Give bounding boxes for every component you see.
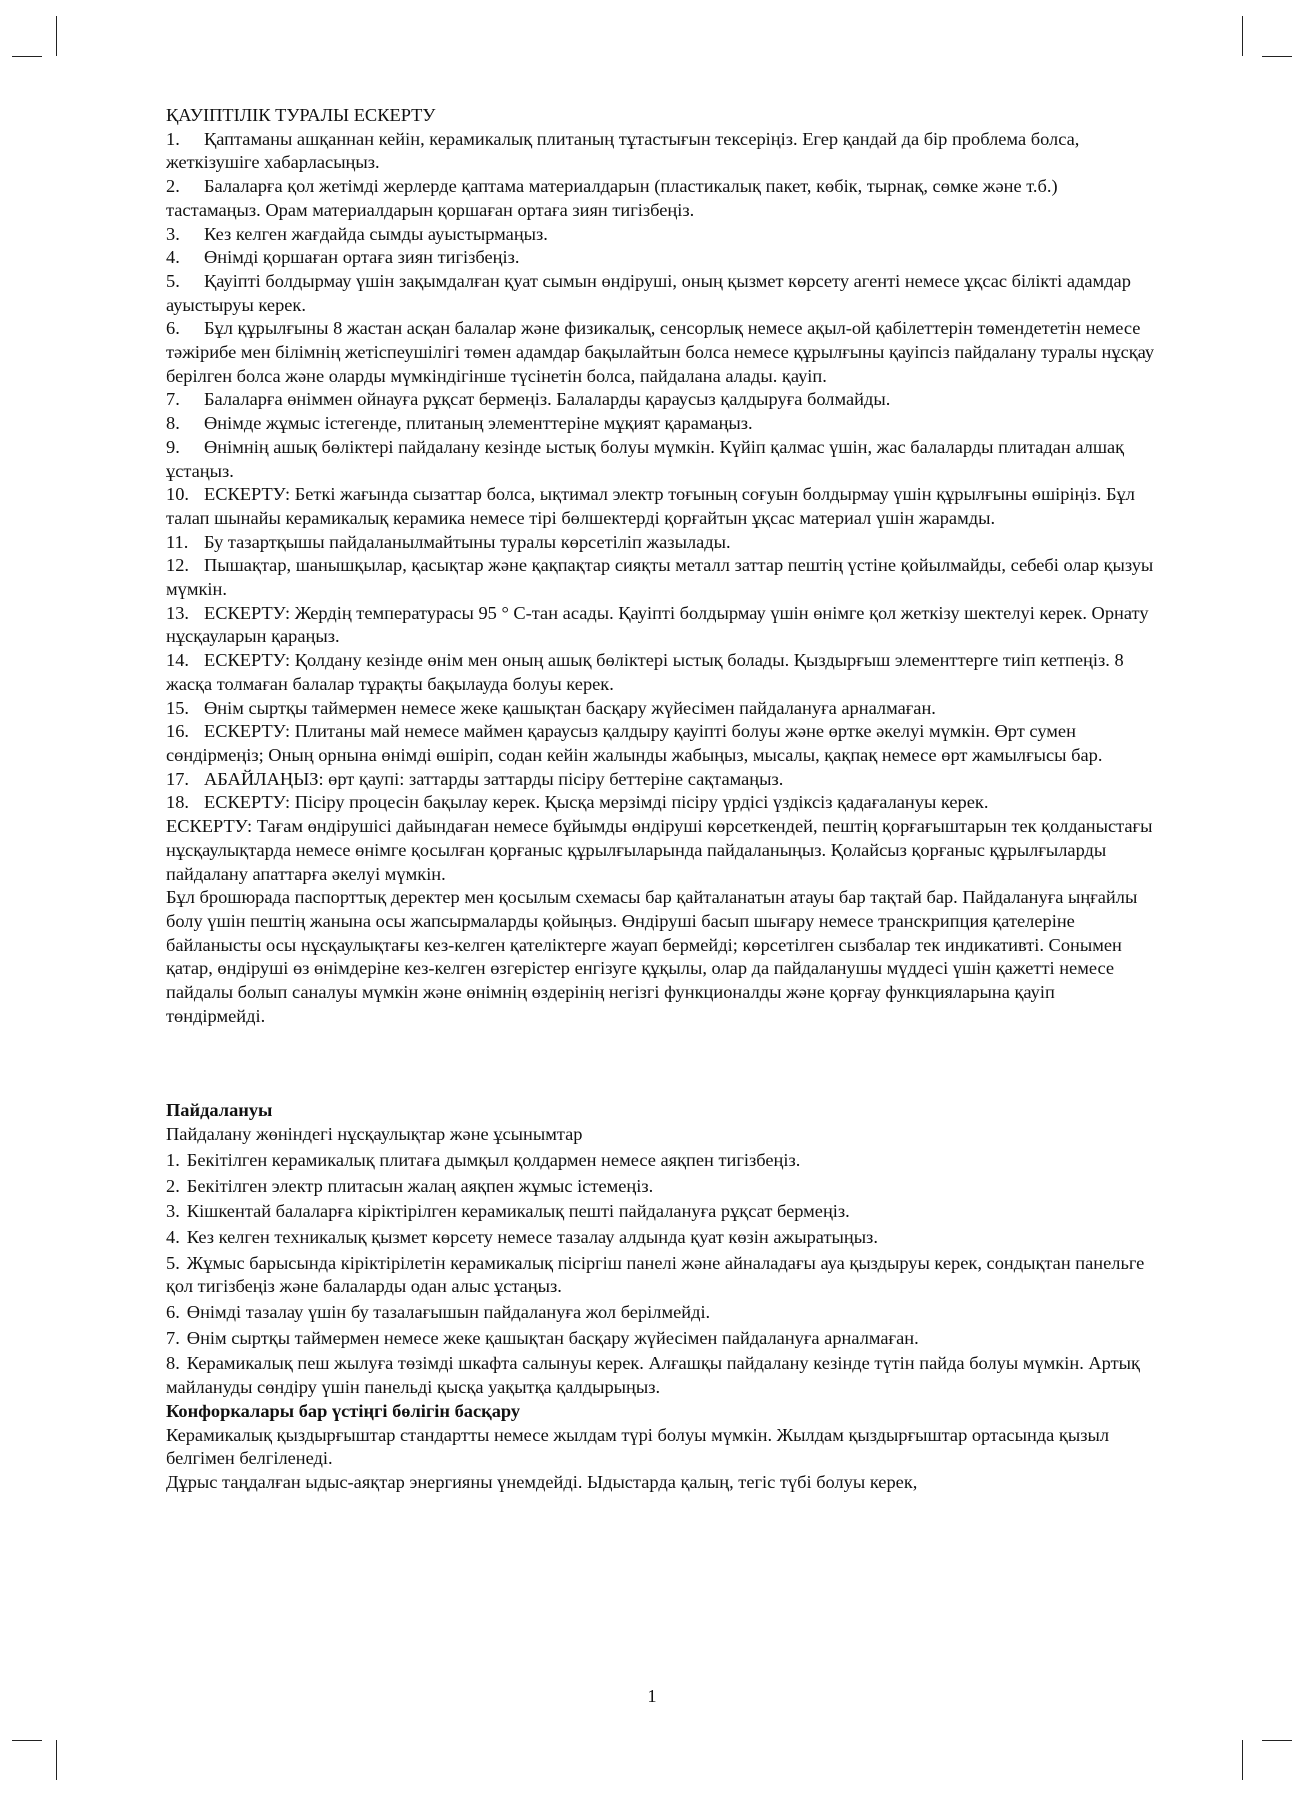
item-text: Кез келген жағдайда сымды ауыстырмаңыз. xyxy=(204,223,548,244)
item-number: 2. xyxy=(166,1175,180,1196)
item-text: Бекітілген электр плитасын жалаң аяқпен жұмыс істемеңіз. xyxy=(186,1175,654,1196)
item-number: 16. xyxy=(166,721,189,742)
crop-mark xyxy=(1262,56,1292,57)
item-number: 8. xyxy=(166,1353,180,1374)
item-number: 7. xyxy=(166,389,180,410)
item-text: Пышақтар, шанышқылар, қасықтар және қақпақтар сияқты металл заттар пештің үстіне қойылмайды, себебі олар қызуы мүмкін. xyxy=(166,555,1154,600)
item-number: 2. xyxy=(166,176,180,197)
crop-mark xyxy=(1242,1740,1243,1780)
warning-item xyxy=(166,697,1156,721)
warning-item xyxy=(166,412,1156,436)
usage-list xyxy=(166,1149,1156,1400)
warning-item xyxy=(166,223,1156,247)
item-text: Өнім сыртқы таймермен немесе жеке қашықтан басқару жүйесімен пайдалануға арналмаған. xyxy=(186,1327,919,1348)
item-text: Балаларға өніммен ойнауға рұқсат бермеңіз. Балаларды қараусыз қалдыруға болмайды. xyxy=(204,389,891,410)
warning-item xyxy=(166,768,1156,792)
item-number: 8. xyxy=(166,413,180,434)
usage-item xyxy=(166,1226,1156,1250)
item-text: Қаптаманы ашқаннан кейін, керамикалық плитаның тұтастығын тексеріңіз. Егер қандай да бір проблема болса, жеткізушіге хабарласыңыз. xyxy=(166,128,1080,173)
spacer xyxy=(166,1028,1156,1099)
warning-item xyxy=(166,554,1156,601)
brochure-paragraph: Бұл брошюрада паспорттық деректер мен қосылым схемасы бар қайталанатын атауы бар тақтай бар. Пайдалануға ыңғайлы болу үшін пештің жанына осы жапсырмаларды қойыңыз. Өндіруші басып шығару немесе транскрипция қателеріне байланысты осы нұсқаулықтағы кез-келген қателіктерге жауап бермейді; көрсетілген сызбалар тек индикативті. Сонымен қатар, өндіруші өз өнімдеріне кез-келген өзгерістер енгізуге құқылы, олар да пайдаланушы мүддесі үшін қажетті немесе пайдалы болып саналуы мүмкін және өнімнің өздерінің негізгі функционалды және қорғау функцияларына қауіп төндірмейді. xyxy=(166,887,1138,1026)
crop-mark xyxy=(1262,1740,1292,1741)
item-number: 6. xyxy=(166,318,180,339)
warning-item xyxy=(166,720,1156,767)
warning-title: ҚАУІПТІЛІК ТУРАЛЫ ЕСКЕРТУ xyxy=(166,105,436,125)
usage-item xyxy=(166,1175,1156,1199)
item-number: 15. xyxy=(166,697,189,718)
item-text: Өнімде жұмыс істегенде, плитаның элементтеріне мұқият қарамаңыз. xyxy=(204,413,753,434)
warning-item xyxy=(166,649,1156,696)
warning-item xyxy=(166,483,1156,530)
item-text: Өнім сыртқы таймермен немесе жеке қашықтан басқару жүйесімен пайдалануға арналмаған. xyxy=(204,697,936,718)
usage-item xyxy=(166,1327,1156,1351)
item-text: ЕСКЕРТУ: Қолдану кезінде өнім мен оның ашық бөліктері ыстық болады. Қыздырғыш элементтерге тиіп кетпеңіз. 8 жасқа толмаған балалар тұрақты бақылауда болуы керек. xyxy=(166,650,1124,694)
warning-item xyxy=(166,128,1156,175)
item-number: 3. xyxy=(166,1201,180,1222)
crop-mark xyxy=(12,56,42,57)
crop-mark xyxy=(56,16,57,56)
item-number: 5. xyxy=(166,1252,180,1273)
usage-subtitle: Пайдалану жөніндегі нұсқаулықтар және ұсынымтар xyxy=(166,1124,583,1145)
warning-item xyxy=(166,602,1156,649)
item-text: Кішкентай балаларға кіріктірілген керамикалық пешті пайдалануға рұқсат бермеңіз. xyxy=(186,1201,850,1222)
warning-item xyxy=(166,270,1156,317)
item-text: Бу тазартқышы пайдаланылмайтыны туралы көрсетіліп жазылады. xyxy=(204,531,731,552)
usage-item xyxy=(166,1301,1156,1325)
item-text: Өнімді қоршаған ортаға зиян тигізбеңіз. xyxy=(204,247,520,268)
item-number: 11. xyxy=(166,531,189,552)
item-text: АБАЙЛАҢЫЗ: өрт қаупі: заттарды заттарды пісіру беттеріне сақтамаңыз. xyxy=(204,768,784,789)
item-number: 9. xyxy=(166,436,180,457)
usage-item xyxy=(166,1352,1156,1399)
note-paragraph: ЕСКЕРТУ: Тағам өндірушісі дайындаған немесе бұйымды өндіруші көрсеткендей, пештің қорғағыштарын тек қолданыстағы нұсқаулықтарда немесе өнімге қосылған қорғаныс құрылғыларында пайдаланыңыз. Қолайсыз қорғаныс құрылғыларды пайдалану апаттарға әкелуі мүмкін. xyxy=(166,816,1153,884)
item-number: 12. xyxy=(166,555,189,576)
warning-item xyxy=(166,246,1156,270)
item-text: Балаларға қол жетімді жерлерде қаптама материалдарын (пластикалық пакет, көбік, тырнақ, сөмке және т.б.) тастамаңыз. Орам материалдарын қоршаған ортаға зиян тигізбеңіз. xyxy=(166,176,1058,220)
item-number: 1. xyxy=(166,128,180,149)
item-number: 17. xyxy=(166,768,189,789)
item-number: 13. xyxy=(166,602,189,623)
page-number: 1 xyxy=(647,1686,657,1706)
item-number: 14. xyxy=(166,650,189,671)
item-number: 4. xyxy=(166,247,180,268)
usage-item xyxy=(166,1200,1156,1224)
item-text: Бекітілген керамикалық плитаға дымқыл қолдармен немесе аяқпен тигізбеңіз. xyxy=(186,1149,801,1170)
warning-item xyxy=(166,436,1156,483)
crop-mark xyxy=(12,1740,42,1741)
item-text: Өнімді тазалау үшін бу тазалағышын пайдалануға жол берілмейді. xyxy=(186,1302,711,1323)
usage-item xyxy=(166,1149,1156,1173)
item-number: 1. xyxy=(166,1149,180,1170)
item-number: 3. xyxy=(166,223,180,244)
burner-paragraph-1: Керамикалық қыздырғыштар стандартты немесе жылдам түрі болуы мүмкін. Жылдам қыздырғыштар ортасында қызыл белгімен белгіленеді. xyxy=(166,1424,1109,1469)
item-text: ЕСКЕРТУ: Беткі жағында сызаттар болса, ықтимал электр тоғының соғуын болдырмау үшін құрылғыны өшіріңіз. Бұл талап шынайы керамикалық керамика немесе тірі бөлшектерді қорғайтын ұқсас материал үшін жарамды. xyxy=(166,484,1135,528)
item-text: ЕСКЕРТУ: Пісіру процесін бақылау керек. Қысқа мерзімді пісіру үрдісі үздіксіз қадағалануы керек. xyxy=(204,792,989,813)
warning-item xyxy=(166,388,1156,412)
item-number: 5. xyxy=(166,270,180,291)
item-text: Қауіпті болдырмау үшін зақымдалған қуат сымын өндіруші, оның қызмет көрсету агенті немесе ұқсас білікті адамдар ауыстыруы керек. xyxy=(166,270,1131,315)
item-text: Өнімнің ашық бөліктері пайдалану кезінде ыстық болуы мүмкін. Күйіп қалмас үшін, жас балаларды плитадан алшақ ұстаңыз. xyxy=(166,436,1125,481)
item-text: Керамикалық пеш жылуға төзімді шкафта салынуы керек. Алғашқы пайдалану кезінде түтін пайда болуы мүмкін. Артық майлануды сөндіру үшін панельді қысқа уақытқа қалдырыңыз. xyxy=(166,1353,1140,1398)
item-text: ЕСКЕРТУ: Плитаны май немесе маймен қараусыз қалдыру қауіпті болуы және өртке әкелуі мүмкін. Өрт сумен сөндірмеңіз; Оның орнына өнімді өшіріп, содан кейін жалынды жабыңыз, мысалы, қақпақ немесе өрт жамылғысы бар. xyxy=(166,721,1103,765)
item-number: 4. xyxy=(166,1226,180,1247)
warning-item xyxy=(166,175,1156,222)
item-text: Бұл құрылғыны 8 жастан асқан балалар және физикалық, сенсорлық немесе ақыл-ой қабілеттерін төмендететін немесе тәжірибе мен білімнің жетіспеушілігі төмен адамдар бақылайтын болса немесе құрылғыны қауіпсіз пайдалану туралы нұсқау берілген болса және оларды мүмкіндігінше түсінетін болса, пайдалана алады. қауіп. xyxy=(166,318,1155,386)
usage-heading: Пайдалануы xyxy=(166,1100,273,1121)
crop-mark xyxy=(56,1740,57,1780)
warning-item xyxy=(166,531,1156,555)
usage-item xyxy=(166,1252,1156,1299)
item-number: 6. xyxy=(166,1302,180,1323)
item-text: Жұмыс барысында кіріктірілетін керамикалық пісіргіш панелі және айналадағы ауа қыздыруы керек, сондықтан панельге қол тигізбеңіз және балаларды одан алыс ұстаңыз. xyxy=(166,1252,1145,1297)
warnings-list xyxy=(166,128,1156,815)
warning-item xyxy=(166,317,1156,388)
document-page xyxy=(166,104,1156,1495)
crop-mark xyxy=(1242,16,1243,56)
item-number: 18. xyxy=(166,792,189,813)
item-number: 10. xyxy=(166,484,189,505)
burner-paragraph-2: Дұрыс таңдалған ыдыс-аяқтар энергияны үнемдейді. Ыдыстарда қалың, тегіс түбі болуы керек, xyxy=(166,1471,918,1492)
item-text: ЕСКЕРТУ: Жердің температурасы 95 ° C-тан асады. Қауіпті болдырмау үшін өнімге қол жеткізу шектелуі керек. Орнату нұсқауларын қараңыз. xyxy=(166,602,1149,647)
item-text: Кез келген техникалық қызмет көрсету немесе тазалау алдында қуат көзін ажыратыңыз. xyxy=(186,1226,878,1247)
warning-item xyxy=(166,791,1156,815)
burner-heading: Конфоркалары бар үстіңгі бөлігін басқару xyxy=(166,1400,521,1421)
item-number: 7. xyxy=(166,1327,180,1348)
